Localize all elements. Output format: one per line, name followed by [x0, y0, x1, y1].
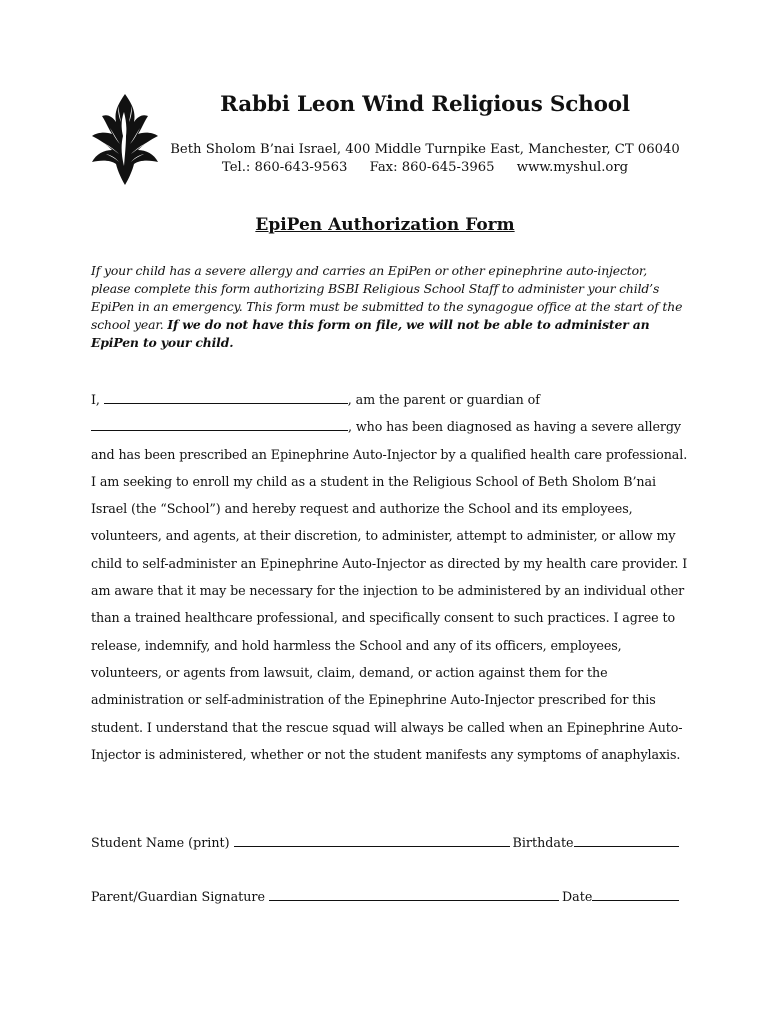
parent-signature-label: Parent/Guardian Signature [91, 889, 265, 904]
intro-bold-warning: If we do not have this form on file, we will not be able to administer an EpiPen to your child. [91, 317, 650, 350]
parent-signature-field[interactable] [269, 889, 559, 901]
intro-paragraph [91, 262, 689, 352]
phone-number: Tel.: 860-643-9563 [221, 160, 348, 175]
date-label: Date [561, 889, 593, 904]
birthdate-label: Birthdate [512, 835, 574, 850]
flame-tree-logo-icon [88, 92, 162, 186]
school-name: Rabbi Leon Wind Religious School [220, 92, 630, 117]
contact-line [170, 159, 680, 177]
student-name-field[interactable] [234, 835, 510, 847]
authorization-paragraph [91, 386, 689, 768]
parent-name-blank[interactable] [104, 391, 348, 404]
date-field[interactable] [592, 889, 679, 901]
body-prefix: I, [91, 392, 104, 407]
parent-signature-row [91, 889, 679, 904]
website-link[interactable]: www.myshul.org [516, 160, 629, 175]
fax-number: Fax: 860-645-3965 [369, 160, 495, 175]
student-name-row [91, 835, 679, 850]
school-address: Beth Sholom B’nai Israel, 400 Middle Turnpike East, Manchester, CT 06040 [170, 142, 680, 157]
child-name-blank[interactable] [91, 418, 348, 431]
birthdate-field[interactable] [574, 835, 679, 847]
body-parent-guardian-text: , am the parent or guardian of [347, 392, 540, 407]
body-consent-text: , who has been diagnosed as having a severe allergy and has been prescribed an Epinephrine Auto-Injector by a qualified health care professional. I am seeking to enroll my child as a student in the Religious School of Beth Sholom B’nai Israel (the “School”) and hereby request and authorize the School and its employees, volunteers, and agents, at their discretion, to administer, attempt to administer, or allow my child to self-administer an Epinephrine Auto-Injector as directed by my health care provider. I am aware that it may be necessary for the injection to be administered by an individual other than a trained healthcare professional, and specifically consent to such practices. I agree to release, indemnify, and hold harmless the School and any of its officers, employees, volunteers, or agents from lawsuit, claim, demand, or action against them for the administration or self-administration of the Epinephrine Auto-Injector prescribed for this student. I understand that the rescue squad will always be called when an Epinephrine Auto-Injector is administered, whether or not the student manifests any symptoms of anaphylaxis. [91, 419, 688, 762]
intro-italic-text: If your child has a severe allergy and carries an EpiPen or other epinephrine auto-injector, please complete this form authorizing BSBI Religious School Staff to administer your child’s EpiPen in an emergency. This form must be submitted to the synagogue office at the start of the school year. [91, 263, 683, 332]
student-name-label: Student Name (print) [91, 835, 230, 850]
form-title: EpiPen Authorization Form [255, 215, 515, 235]
